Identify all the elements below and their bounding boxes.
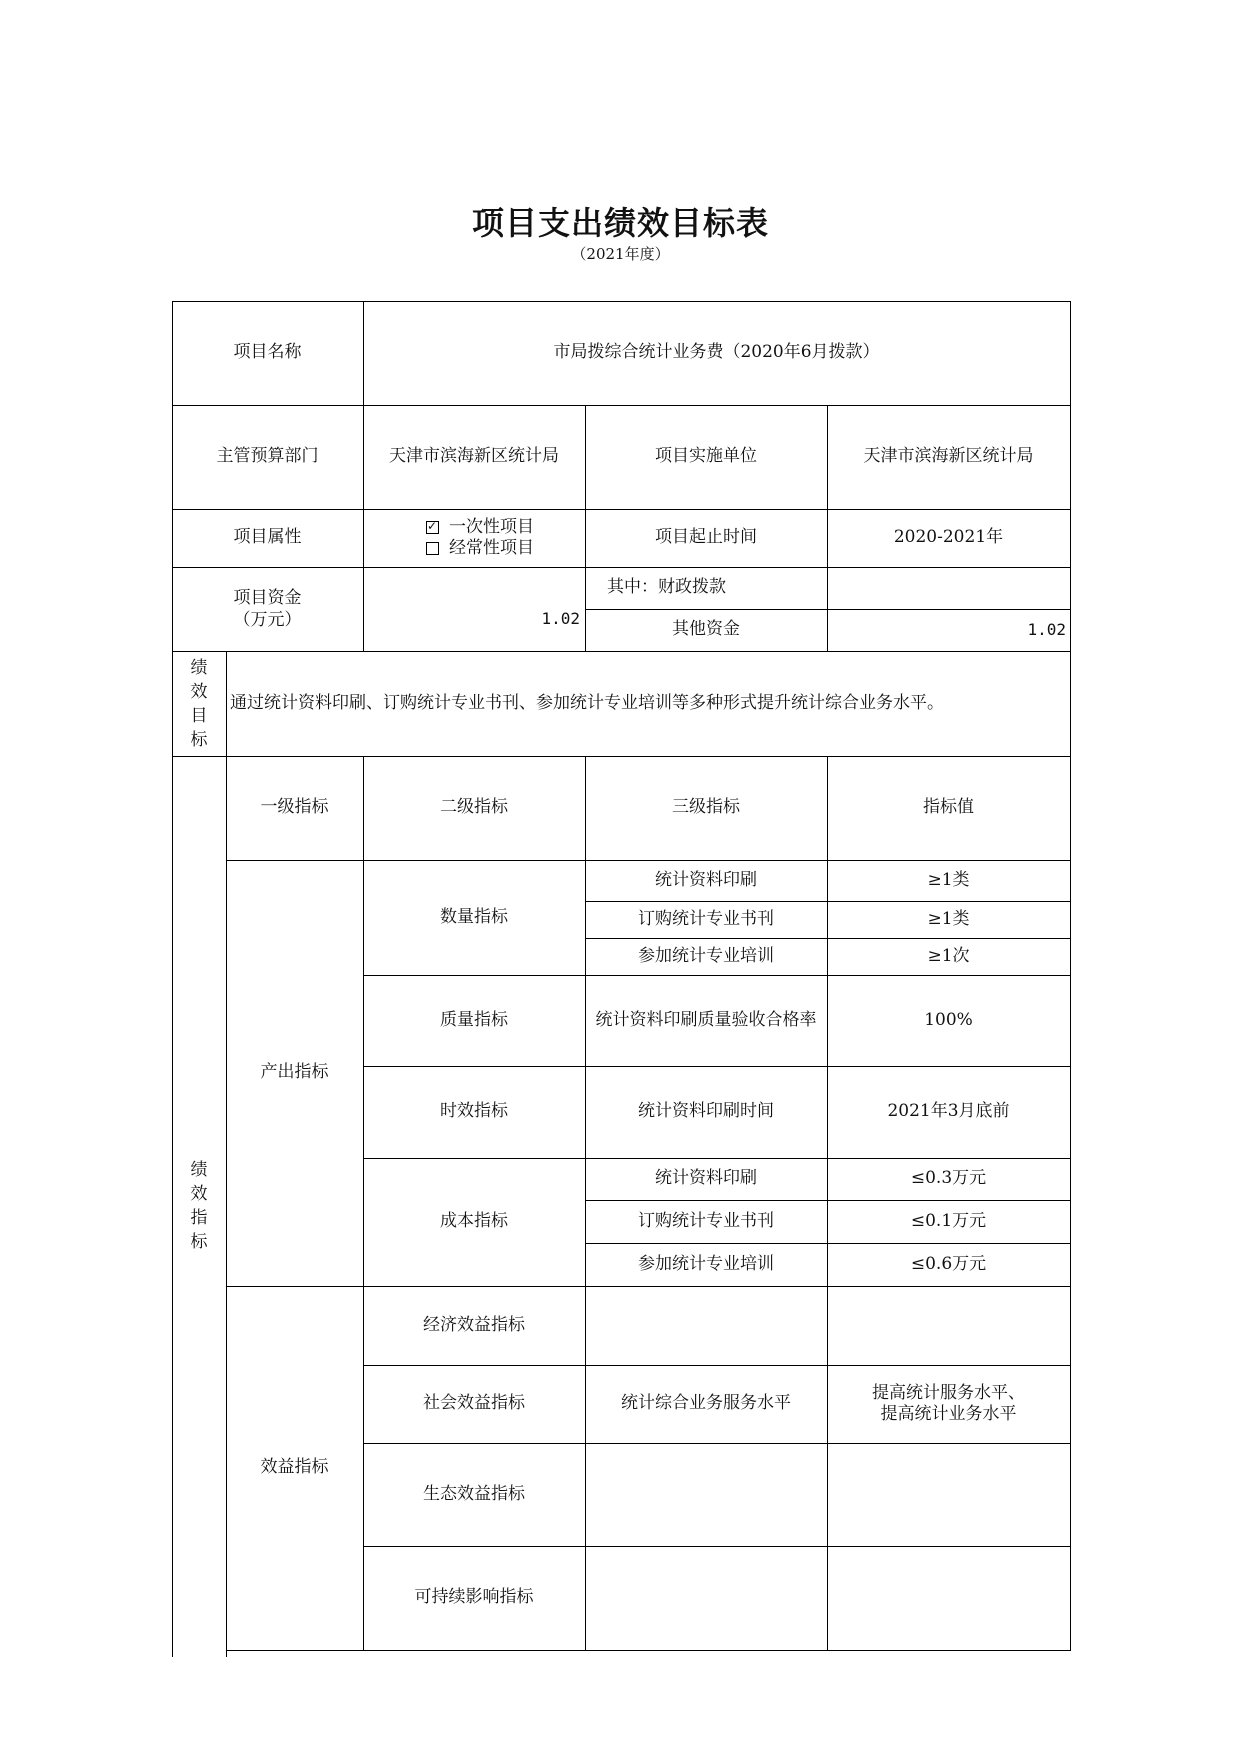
- project-name-label: 项目名称: [233, 342, 302, 363]
- page-subtitle: （2021年度）: [571, 245, 670, 263]
- cost-label: 成本指标: [440, 1211, 508, 1232]
- cost-item-value: ≤0.6万元: [910, 1253, 987, 1274]
- goal-label: 绩 效 目 标: [190, 657, 208, 750]
- benefit-label: 效益指标: [260, 1457, 329, 1478]
- quantity-item-value: ≥1次: [927, 945, 970, 966]
- cost-item-value: ≤0.1万元: [910, 1210, 987, 1231]
- header-level1: 一级指标: [260, 797, 329, 818]
- social-value: [827, 1365, 1070, 1443]
- quality-item-value: 100%: [924, 1009, 973, 1030]
- funds-other-label: 其他资金: [672, 619, 740, 640]
- quality-label: 质量指标: [440, 1009, 508, 1030]
- header-level2: 二级指标: [440, 797, 508, 818]
- funds-label-line2: （万元）: [233, 610, 302, 630]
- header-value: 指标值: [923, 797, 974, 818]
- funds-other-value: 1.02: [1027, 620, 1066, 639]
- output-label: 产出指标: [260, 1062, 329, 1083]
- quantity-label: 数量指标: [440, 906, 508, 927]
- funds-label-line1: 项目资金: [233, 588, 302, 608]
- ecological-name: [585, 1443, 827, 1546]
- social-value-line1: 提高统计服务水平、: [872, 1383, 1025, 1403]
- cost-item-value: ≤0.3万元: [910, 1168, 987, 1189]
- page-title: 项目支出绩效目标表: [471, 204, 769, 242]
- period-label: 项目起止时间: [655, 527, 757, 548]
- economic-name: [585, 1286, 827, 1365]
- sustainable-label: 可持续影响指标: [414, 1587, 534, 1608]
- sustainable-value: [827, 1546, 1070, 1650]
- quantity-item-name: 订购统计专业书刊: [638, 908, 774, 929]
- economic-value: [827, 1286, 1070, 1365]
- funds-fiscal-label: 其中：财政拨款: [607, 577, 726, 598]
- quantity-item-name: 统计资料印刷: [655, 869, 757, 890]
- attr-option-onetime-label: 一次性项目: [449, 517, 534, 537]
- funds-label: [172, 567, 363, 651]
- cost-item-name: 参加统计专业培训: [638, 1253, 774, 1274]
- period-value: 2020-2021年: [893, 527, 1004, 548]
- quantity-item-name: 参加统计专业培训: [638, 945, 774, 966]
- ecological-value: [827, 1443, 1070, 1546]
- header-level3: 三级指标: [672, 797, 740, 818]
- goal-text: 通过统计资料印刷、订购统计专业书刊、参加统计专业培训等多种形式提升统计综合业务水平。: [230, 692, 944, 713]
- funds-total: 1.02: [541, 609, 580, 628]
- dept-label: 主管预算部门: [216, 446, 319, 467]
- social-label: 社会效益指标: [423, 1393, 525, 1414]
- attr-option-onetime[interactable]: [426, 517, 534, 538]
- project-name-value: 市局拨综合统计业务费（2020年6月拨款）: [553, 342, 880, 363]
- quantity-item-value: ≥1类: [927, 908, 970, 929]
- impl-value: 天津市滨海新区统计局: [863, 446, 1034, 467]
- sustainable-name: [585, 1546, 827, 1650]
- attr-options: [363, 509, 585, 567]
- impl-label: 项目实施单位: [655, 446, 757, 467]
- economic-label: 经济效益指标: [423, 1314, 525, 1335]
- attr-option-recurring[interactable]: [426, 538, 534, 559]
- checked-checkbox-icon[interactable]: [426, 521, 439, 534]
- timeliness-item-name: 统计资料印刷时间: [638, 1101, 774, 1122]
- social-value-line2: 提高统计业务水平: [880, 1404, 1017, 1424]
- dept-value: 天津市滨海新区统计局: [389, 446, 559, 467]
- timeliness-item-value: 2021年3月底前: [887, 1101, 1010, 1122]
- social-name: 统计综合业务服务水平: [621, 1393, 791, 1414]
- funds-fiscal-value: [827, 567, 1070, 609]
- quantity-item-value: ≥1类: [927, 869, 970, 890]
- indicator-side-label: 绩 效 指 标: [190, 1160, 208, 1252]
- cost-item-name: 统计资料印刷: [655, 1168, 757, 1189]
- cost-item-name: 订购统计专业书刊: [638, 1210, 774, 1231]
- attr-label: 项目属性: [233, 527, 302, 548]
- timeliness-label: 时效指标: [440, 1101, 508, 1122]
- attr-option-recurring-label: 经常性项目: [449, 538, 534, 558]
- unchecked-checkbox-icon[interactable]: [426, 542, 439, 555]
- ecological-label: 生态效益指标: [423, 1483, 525, 1504]
- quality-item-name: 统计资料印刷质量验收合格率: [595, 1009, 817, 1030]
